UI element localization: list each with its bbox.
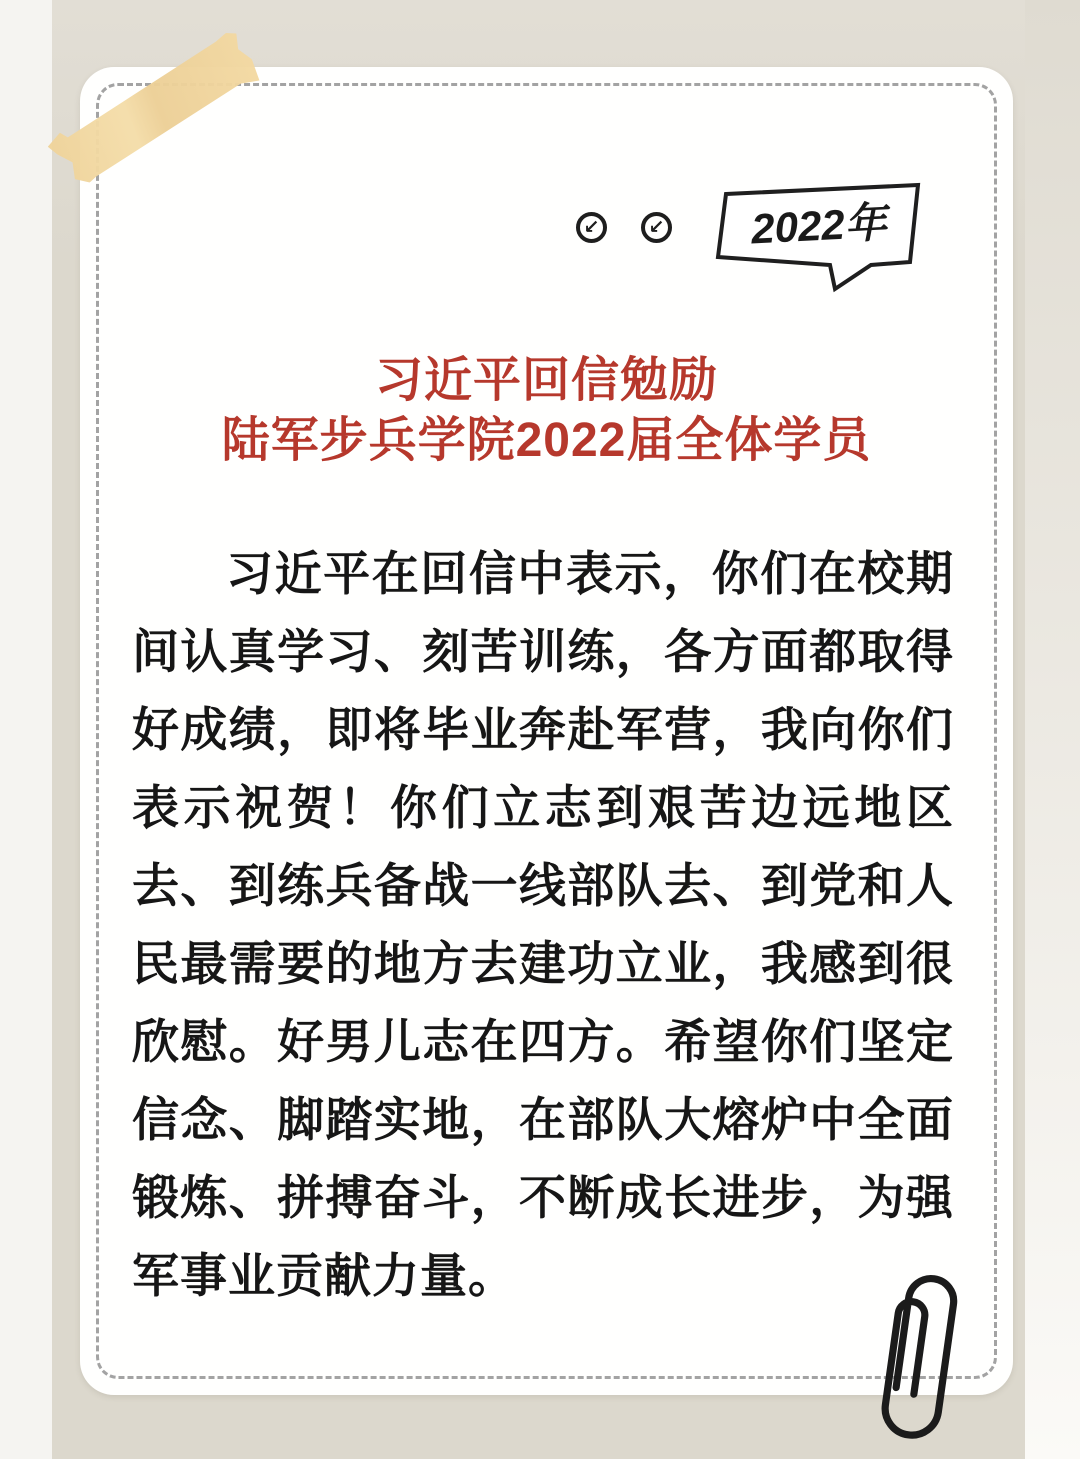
arrow-glyph: ↙ xyxy=(648,217,665,238)
article-body-paragraph: 习近平在回信中表示，你们在校期间认真学习、刻苦训练，各方面都取得好成绩，即将毕业奔赴军营，我向你们表示祝贺！你们立志到艰苦边远地区去、到练兵备战一线部队去、到党和人民最需要的地方去建功立业，我感到很欣慰。好男儿志在四方。希望你们坚定信念、脚踏实地，在部队大熔炉中全面锻炼、拼搏奋斗，不断成长进步，为强军事业贡献力量。 xyxy=(132,547,954,1302)
article-title xyxy=(80,351,1013,471)
letter-card xyxy=(80,67,1013,1395)
arrow-down-left-icon xyxy=(641,212,672,243)
arrow-down-left-icon xyxy=(576,212,607,243)
year-speech-bubble xyxy=(698,177,938,302)
title-line-2: 陆军步兵学院2022届全体学员 xyxy=(221,414,872,467)
background-light-strip-right xyxy=(1025,0,1080,1459)
washi-tape-icon xyxy=(45,28,263,191)
speech-bubble-outline xyxy=(698,177,938,302)
background-light-strip-left xyxy=(0,0,52,1459)
year-label: 2022年 xyxy=(750,198,888,253)
arrow-glyph: ↙ xyxy=(583,217,600,238)
title-line-1: 习近平回信勉励 xyxy=(374,354,718,407)
